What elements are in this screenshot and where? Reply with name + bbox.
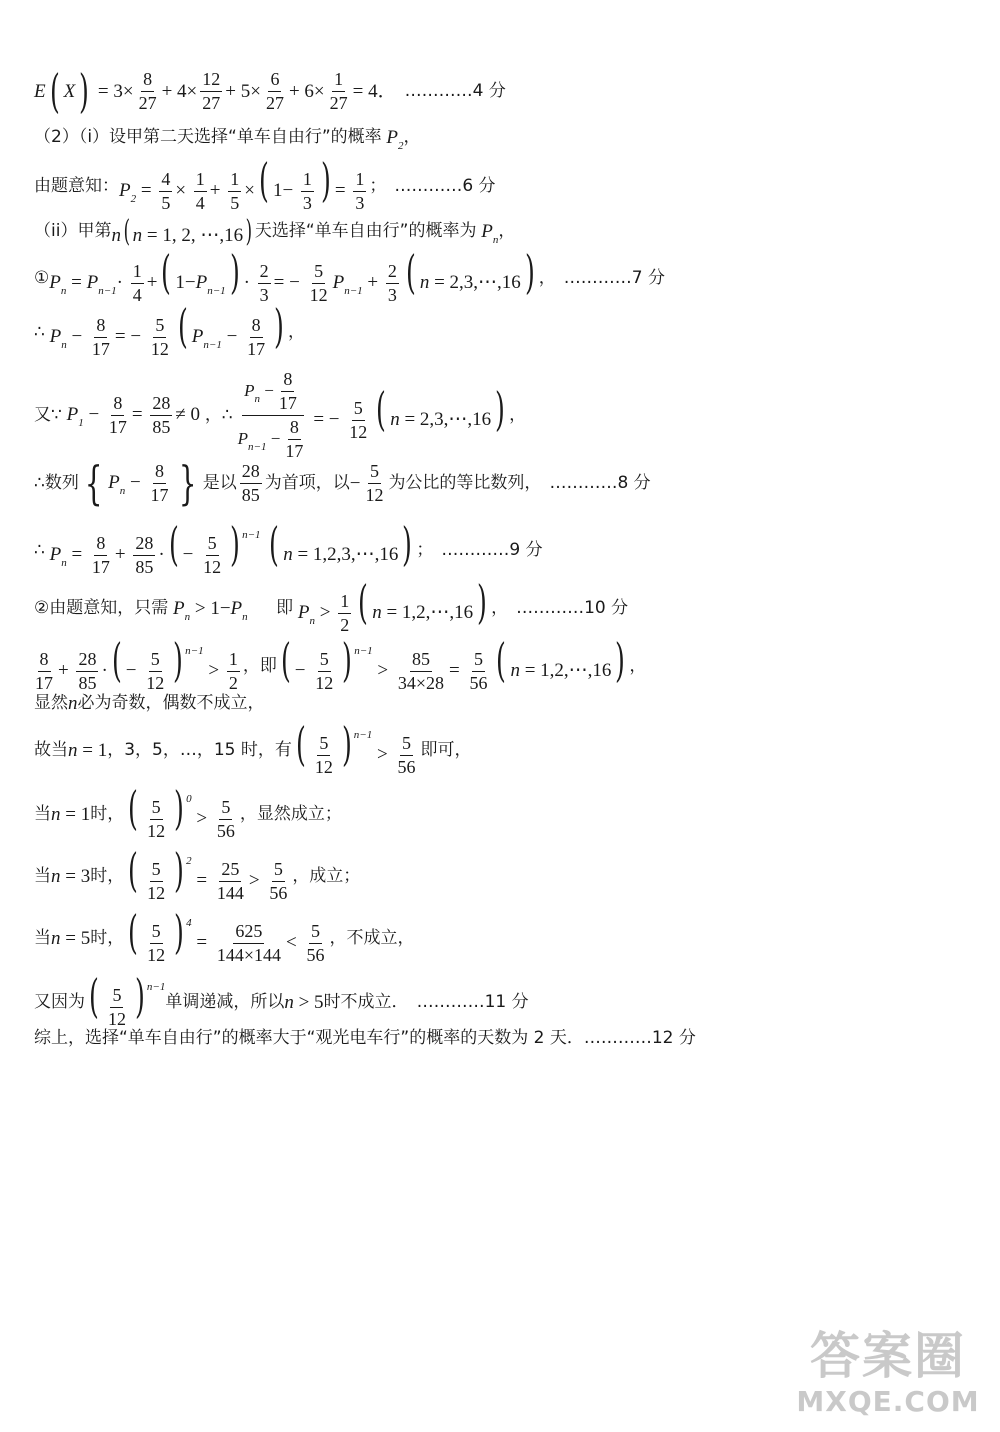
case3-tail: ，成立； — [292, 866, 361, 887]
line-ratio: 又∵ $P_1$ − $\frac{8}{17}$ = $\frac{28}{85}$ ≠ 0 ，∴ $P_n$ − $\frac{8}{17}$ $P_{n-1}$ − $\frac{8}{17}$ = − $\frac{5}{12}$ ( n = 2,3,⋯,16) ， — [34, 369, 527, 461]
item1-mark: ① — [34, 268, 50, 289]
conclusion-text: 综上，选择“单车自由行”的概率大于“观光电车行”的概率的天数为 2 天． — [34, 1028, 584, 1048]
monotonic-lead: 又因为 — [34, 992, 85, 1013]
inequality-mid: ，即 — [242, 656, 277, 677]
line-geometric: ∴数列 { $P_n$ − $\frac{8}{17}$ } 是以 $\frac{28}{85}$ 为首项，以 − $\frac{5}{12}$ 为公比的等比数列， …………8 分 — [34, 455, 651, 510]
case1-tail: ，显然成立； — [239, 804, 342, 825]
line-case-n5: 当 n = 5 时， ( $\frac{5}{12}$ ) $^4$ = $\frac{625}{144\times 144}$ < $\frac{5}{56}$ ，不成立， — [34, 905, 415, 966]
part2-text: （2）（i）设甲第二天选择“单车自由行”的概率 — [34, 127, 382, 147]
part-ii-mid: 天选择“单车自由行”的概率为 — [254, 221, 477, 241]
case1-mid: 时， — [90, 804, 125, 825]
score-8: …………8 分 — [549, 472, 651, 493]
monotonic-tail: 时不成立． — [323, 992, 409, 1013]
sequence-mid2: 为首项，以 — [264, 472, 350, 493]
therefore-1: ∴ — [34, 322, 45, 343]
odd-cases-lead: 故当 — [34, 740, 68, 761]
line-condition: ②由题意知，只需 $P_n > 1-P_n$ 即 $P_n$ > $\frac{1}{2}$ ( n = 1,2,⋯,16) ， …………10 分 — [34, 575, 629, 636]
item2-lead: ②由题意知，只需 — [34, 598, 169, 619]
line-odd-cases: 故当 n = 1 ，3，5，…，15 时，有 ( $\frac{5}{12}$ ) $^{n-1}$ > $\frac{5}{56}$ 即可， — [34, 717, 472, 778]
line-case-n3: 当 n = 3 时， ( $\frac{5}{12}$ ) $^2$ = $\frac{25}{144}$ > $\frac{5}{56}$ ，成立； — [34, 843, 361, 904]
therefore-2: ∴ — [34, 540, 45, 561]
watermark — [798, 1298, 978, 1418]
line-recurrence: ① $P_n = P_{n-1}\cdot$ $\frac{1}{4}$ +( $1-P_{n-1}$) · $\frac{2}{3}$ = − $\frac{5}{12}$ $P_{n-1}$ + $\frac{2}{3}$ ( n = 2,3,⋯,16) ， …………7 分 — [34, 245, 665, 306]
score-7: …………7 分 — [563, 268, 665, 289]
line-shifted: ∴ $P_n$ − $\frac{8}{17}$ = − $\frac{5}{12}$ ( $P_{n-1}$ − $\frac{8}{17}$ ) ， — [34, 299, 306, 360]
score-9: …………9 分 — [441, 540, 543, 561]
sequence-lead: ∴数列 — [34, 472, 79, 493]
line-conclusion — [34, 1030, 696, 1047]
line-odd-note: 显然 n 必为奇数，偶数不成立， — [34, 693, 265, 714]
line-inequality: $\frac{8}{17}$ + $\frac{28}{85}$ ·( − $\frac{5}{12}$ ) $^{n-1}$ > $\frac{1}{2}$ ，即 ( − $\frac{5}{12}$ ) $^{n-1}$ > $\frac{85}{34\times 28}$ = $\frac{5}{56}$ ( n = 1,2,⋯,16) ， — [35, 633, 647, 694]
item2-mid: 即 — [276, 598, 294, 619]
score-10: …………10 分 — [516, 598, 629, 619]
line-p2: 由题意知： $P_2$ = $\frac{4}{5}$ × $\frac{1}{4}$ + $\frac{1}{5}$ ×( 1− $\frac{1}{3}$ ) = $\frac{1}{3}$ ； …………6 分 — [34, 153, 496, 214]
line1-tail: 4． — [368, 80, 397, 102]
line-case-n1: 当 n = 1 时， ( $\frac{5}{12}$ ) $^0$ > $\frac{5}{56}$ ，显然成立； — [34, 781, 342, 842]
score-11: …………11 分 — [416, 992, 529, 1013]
watermark-logo: 答案圈 — [810, 1327, 966, 1385]
line-part-ii: （ii）甲第 n( n = 1, 2, ⋯,16) 天选择“单车自由行”的概率为 $P_n$ ， — [34, 214, 516, 249]
case3-lead: 当 — [34, 866, 51, 887]
odd-text2: 必为奇数，偶数不成立， — [77, 693, 265, 713]
score-12: …………12 分 — [583, 1028, 696, 1048]
monotonic-mid: 单调递减，所以 — [165, 992, 285, 1013]
case5-tail: ，不成立， — [329, 928, 415, 949]
score-4: …………4 分 — [404, 80, 506, 101]
sequence-mid3: 为公比的等比数列， — [388, 472, 542, 493]
sequence-mid1: 是以 — [202, 472, 237, 493]
case5-lead: 当 — [34, 928, 51, 949]
case5-mid: 时， — [90, 928, 125, 949]
odd-text1: 显然 — [34, 693, 68, 713]
p2-lead: 由题意知： — [34, 176, 119, 197]
score-6: …………6 分 — [394, 176, 496, 197]
odd-cases-tail: 即可， — [420, 740, 472, 761]
since-lead: 又∵ — [34, 404, 62, 425]
watermark-url: MXQE.COM — [796, 1385, 980, 1418]
odd-cases-mid: ，3，5，…，15 时，有 — [107, 740, 292, 761]
line-expectation: E ( X ) = 3× $\frac{8}{27}$ + 4× $\frac{12}{27}$ + 5× $\frac{6}{27}$ + 6× $\frac{1}{27}$ = 4． …………4 分 — [34, 63, 506, 118]
part-ii-lead: （ii）甲第 — [34, 221, 112, 241]
line-part2-intro: （2）（i）设甲第二天选择“单车自由行”的概率 $P_2$ ， — [34, 127, 421, 152]
case1-lead: 当 — [34, 804, 51, 825]
line-general-term: ∴ $P_n$ = $\frac{8}{17}$ + $\frac{28}{85}$ ·( − $\frac{5}{12}$ ) $^{n-1}$ ( n = 1,2,3,⋯,16) ； …………9 分 — [34, 517, 543, 578]
line-monotonic: 又因为 ( $\frac{5}{12}$ ) $^{n-1}$ 单调递减，所以 n > 5 时不成立． …………11 分 — [34, 969, 529, 1030]
case3-mid: 时， — [90, 866, 125, 887]
